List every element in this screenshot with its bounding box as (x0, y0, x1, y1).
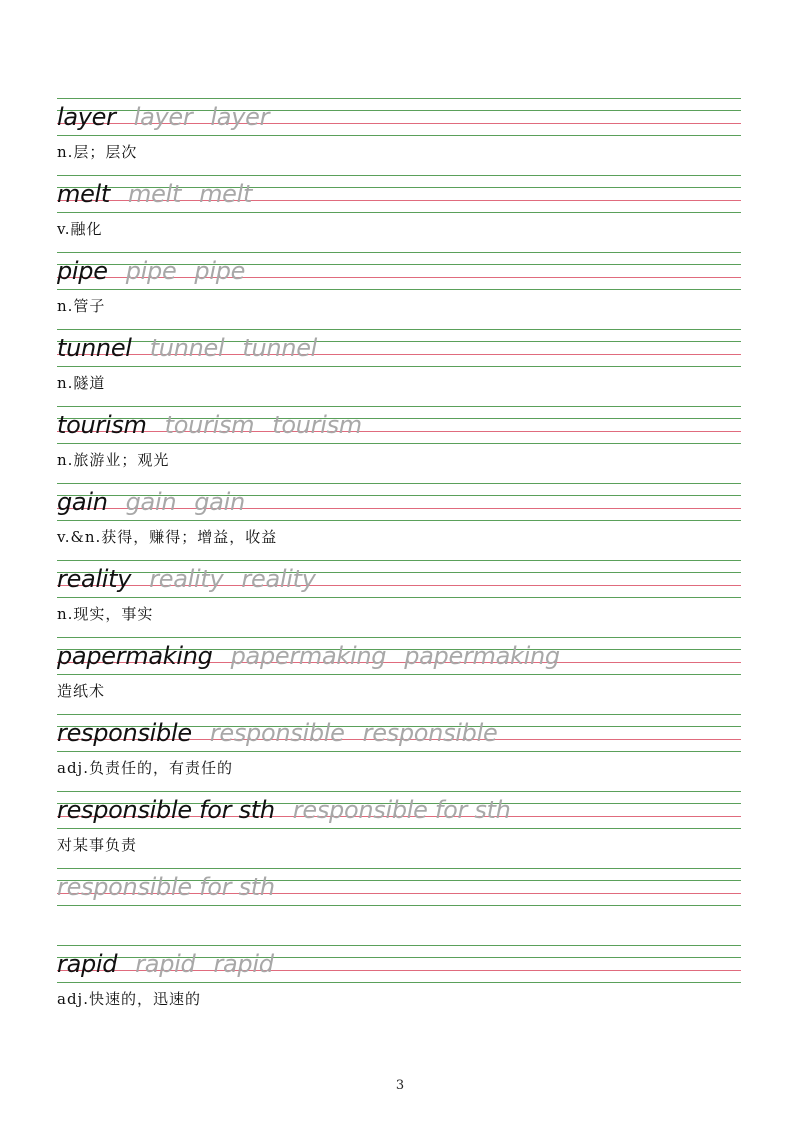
trace-word: reality (241, 565, 316, 593)
word-meaning: n.隧道 (57, 374, 106, 392)
guide-line-bottom (57, 212, 741, 213)
vocab-word: responsible (57, 719, 192, 747)
guide-line-top (57, 175, 741, 176)
word-meaning: 造纸术 (57, 682, 106, 700)
guide-line-top (57, 714, 741, 715)
guide-line-top (57, 252, 741, 253)
vocab-entry-responsible (57, 714, 741, 790)
word-line (57, 871, 275, 903)
trace-word: tourism (272, 411, 362, 439)
guide-line-bottom (57, 135, 741, 136)
trace-word: rapid (135, 950, 196, 978)
word-line (57, 255, 245, 287)
word-meaning: adj.负责任的，有责任的 (57, 759, 233, 777)
vocab-entry-pipe (57, 252, 741, 328)
guide-line-top (57, 868, 741, 869)
vocab-entry-rapid (57, 945, 741, 1021)
word-meaning: n.层；层次 (57, 143, 138, 161)
guide-line-top (57, 329, 741, 330)
guide-line-top (57, 98, 741, 99)
guide-line-bottom (57, 443, 741, 444)
guide-line-top (57, 637, 741, 638)
vocab-word: gain (57, 488, 108, 516)
guide-line-top (57, 406, 741, 407)
vocab-word: tourism (57, 411, 147, 439)
vocab-entry-tourism (57, 406, 741, 482)
vocab-word: pipe (57, 257, 108, 285)
guide-line-bottom (57, 905, 741, 906)
guide-line-bottom (57, 366, 741, 367)
trace-word: layer (133, 103, 193, 131)
vocab-word: layer (57, 103, 116, 131)
word-line (57, 640, 560, 672)
guide-line-bottom (57, 597, 741, 598)
trace-word: responsible (362, 719, 498, 747)
guide-line-top (57, 945, 741, 946)
vocab-entry-trace-continuation (57, 868, 741, 944)
vocab-word: tunnel (57, 334, 132, 362)
trace-word: gain (125, 488, 177, 516)
vocab-entry-melt (57, 175, 741, 251)
vocab-entry-tunnel (57, 329, 741, 405)
word-meaning: n.管子 (57, 297, 106, 315)
trace-word: reality (149, 565, 224, 593)
trace-word: layer (210, 103, 270, 131)
page-number: 3 (395, 1078, 405, 1093)
guide-line-top (57, 560, 741, 561)
vocab-entry-responsible-for-sth (57, 791, 741, 867)
guide-line-bottom (57, 982, 741, 983)
word-meaning: n.旅游业；观光 (57, 451, 170, 469)
trace-word: tunnel (149, 334, 225, 362)
guide-line-bottom (57, 289, 741, 290)
guide-line-top (57, 791, 741, 792)
guide-line-top (57, 483, 741, 484)
guide-line-bottom (57, 674, 741, 675)
vocab-word: papermaking (57, 642, 213, 670)
word-line (57, 101, 269, 133)
word-line (57, 178, 252, 210)
trace-word: gain (194, 488, 245, 516)
vocab-entry-reality (57, 560, 741, 636)
word-meaning: n.现实，事实 (57, 605, 154, 623)
guide-line-bottom (57, 520, 741, 521)
word-line (57, 794, 511, 826)
word-meaning: v.融化 (57, 220, 103, 238)
vocab-word: melt (57, 180, 111, 208)
word-line (57, 948, 274, 980)
vocab-word: rapid (57, 950, 118, 978)
vocab-word: responsible for sth (57, 796, 275, 824)
word-meaning: v.&n.获得，赚得；增益，收益 (57, 528, 278, 546)
trace-word: tourism (164, 411, 255, 439)
trace-word: pipe (125, 257, 177, 285)
trace-word: melt (199, 180, 253, 208)
vocab-word: reality (57, 565, 132, 593)
guide-line-bottom (57, 751, 741, 752)
trace-word: responsible for sth (292, 796, 511, 824)
vocab-entry-papermaking (57, 637, 741, 713)
trace-word: rapid (213, 950, 274, 978)
word-line (57, 409, 362, 441)
guide-line-bottom (57, 828, 741, 829)
word-line (57, 486, 245, 518)
trace-word: responsible for sth (57, 873, 275, 901)
trace-word: pipe (194, 257, 246, 285)
trace-word: responsible (209, 719, 345, 747)
trace-word: papermaking (230, 642, 387, 670)
trace-word: melt (128, 180, 182, 208)
word-line (57, 563, 316, 595)
trace-word: papermaking (404, 642, 560, 670)
vocab-entry-gain (57, 483, 741, 559)
vocab-entry-layer (57, 98, 741, 174)
word-meaning: adj.快速的，迅速的 (57, 990, 201, 1008)
word-line (57, 717, 497, 749)
word-meaning: 对某事负责 (57, 836, 138, 854)
trace-word: tunnel (242, 334, 318, 362)
word-line (57, 332, 317, 364)
